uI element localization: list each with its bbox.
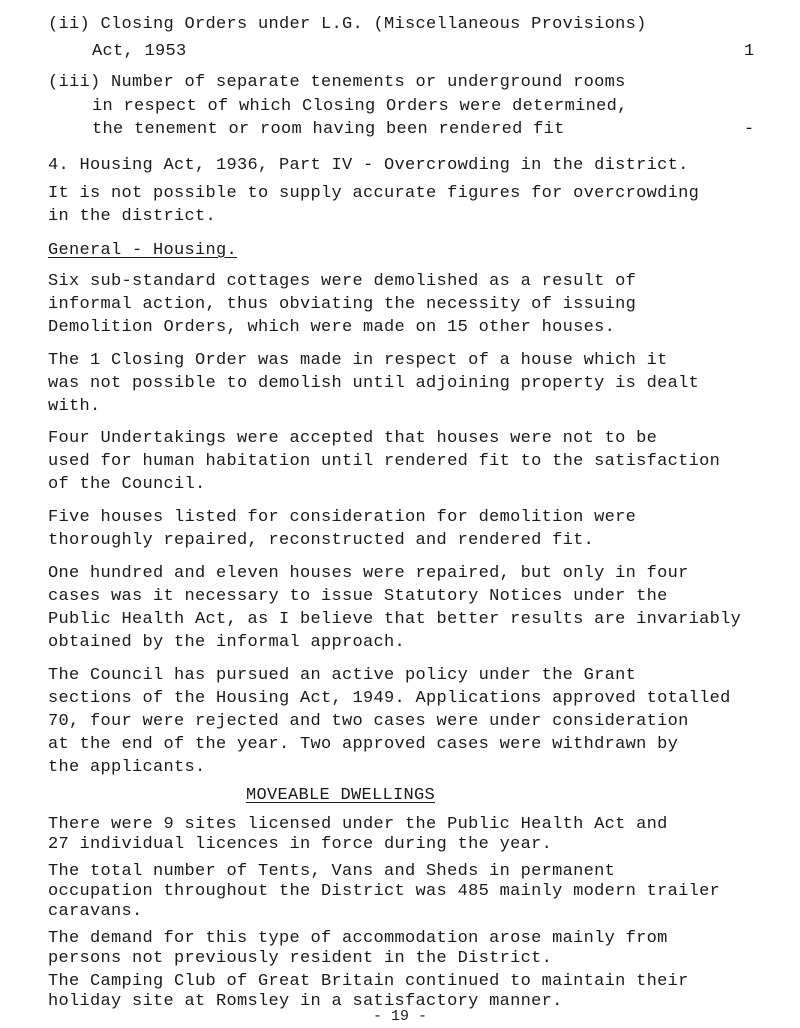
item-ii-value: 1 (744, 42, 755, 61)
general-p6-line-3: 70, four were rejected and two cases were under consideration (48, 712, 689, 731)
item-ii-line-1: (ii) Closing Orders under L.G. (Miscellaneous Provisions) (48, 15, 647, 34)
item-iii-value: - (744, 120, 755, 139)
item-iii-line-1: (iii) Number of separate tenements or underground rooms (48, 73, 626, 92)
general-p3-line-3: of the Council. (48, 475, 206, 494)
moveable-p4-line-2: holiday site at Romsley in a satisfactory manner. (48, 992, 563, 1011)
general-p6-line-5: the applicants. (48, 758, 206, 777)
section-4-para-line-2: in the district. (48, 207, 217, 226)
general-p1-line-3: Demolition Orders, which were made on 15 other houses. (48, 318, 616, 337)
general-p3-line-2: used for human habitation until rendered fit to the satisfaction (48, 452, 721, 471)
general-p6-line-4: at the end of the year. Two approved cases were withdrawn by (48, 735, 679, 754)
general-p5-line-1: One hundred and eleven houses were repaired, but only in four (48, 564, 689, 583)
moveable-p2-line-2: occupation throughout the District was 485 mainly modern trailer (48, 882, 721, 901)
moveable-p1-line-2: 27 individual licences in force during the year. (48, 835, 553, 854)
general-p2-line-1: The 1 Closing Order was made in respect of a house which it (48, 351, 668, 370)
section-4-para-line-1: It is not possible to supply accurate figures for overcrowding (48, 184, 700, 203)
general-p5-line-3: Public Health Act, as I believe that better results are invariably (48, 610, 742, 629)
moveable-p4-line-1: The Camping Club of Great Britain continued to maintain their (48, 972, 689, 991)
moveable-p2-line-1: The total number of Tents, Vans and Sheds in permanent (48, 862, 616, 881)
general-p4-line-2: thoroughly repaired, reconstructed and rendered fit. (48, 531, 595, 550)
item-iii-line-2: in respect of which Closing Orders were determined, (92, 97, 628, 116)
general-p5-line-4: obtained by the informal approach. (48, 633, 406, 652)
general-p3-line-1: Four Undertakings were accepted that houses were not to be (48, 429, 658, 448)
general-housing-heading: General - Housing. (48, 241, 238, 260)
general-p1-line-1: Six sub-standard cottages were demolished as a result of (48, 272, 637, 291)
general-p6-line-2: sections of the Housing Act, 1949. Applications approved totalled (48, 689, 731, 708)
general-p5-line-2: cases was it necessary to issue Statutory Notices under the (48, 587, 668, 606)
general-p6-line-1: The Council has pursued an active policy under the Grant (48, 666, 637, 685)
moveable-p3-line-2: persons not previously resident in the District. (48, 949, 553, 968)
moveable-p1-line-1: There were 9 sites licensed under the Public Health Act and (48, 815, 668, 834)
item-ii-line-2: Act, 1953 (92, 42, 187, 61)
general-p2-line-2: was not possible to demolish until adjoining property is dealt (48, 374, 700, 393)
moveable-p3-line-1: The demand for this type of accommodation arose mainly from (48, 929, 668, 948)
general-p2-line-3: with. (48, 397, 101, 416)
moveable-p2-line-3: caravans. (48, 902, 143, 921)
item-iii-line-3: the tenement or room having been rendered fit (92, 120, 565, 139)
page-number: - 19 - (372, 1008, 427, 1025)
general-p1-line-2: informal action, thus obviating the necessity of issuing (48, 295, 637, 314)
section-4-heading: 4. Housing Act, 1936, Part IV - Overcrowding in the district. (48, 156, 689, 175)
general-p4-line-1: Five houses listed for consideration for demolition were (48, 508, 637, 527)
moveable-dwellings-heading: MOVEABLE DWELLINGS (246, 786, 436, 805)
